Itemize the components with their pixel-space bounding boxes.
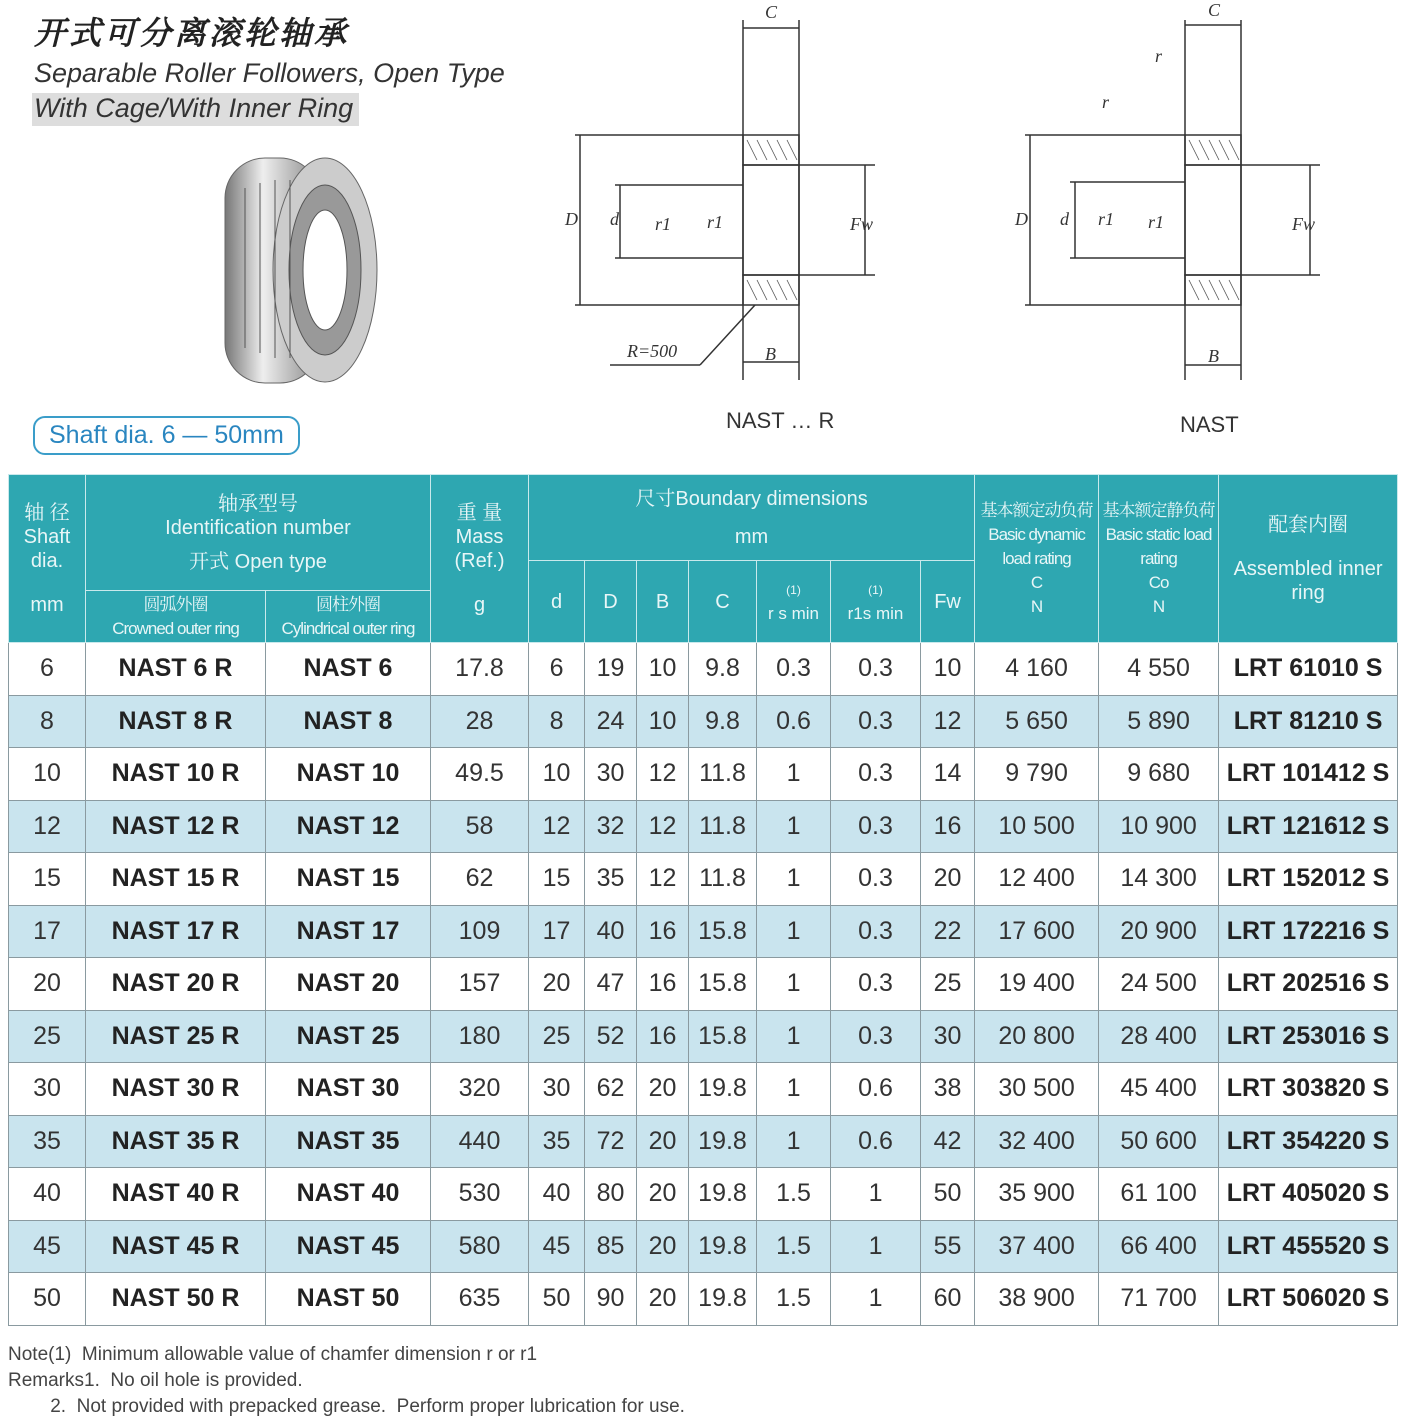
- cell-D: 32: [585, 800, 637, 853]
- cell-Fw: 42: [921, 1115, 975, 1168]
- cell-d: 40: [529, 1168, 585, 1221]
- cell-crowned-id: NAST 40 R: [86, 1168, 266, 1221]
- header-dynamic-load: 基本额定动负荷 Basic dynamic load rating C N: [975, 475, 1099, 643]
- dim-label-D: D: [1015, 209, 1028, 229]
- cell-mass: 49.5: [431, 748, 529, 801]
- cell-Fw: 22: [921, 905, 975, 958]
- bearing-product-image: [215, 148, 385, 393]
- cell-r1-min: 0.3: [831, 748, 921, 801]
- cell-crowned-id: NAST 20 R: [86, 958, 266, 1011]
- cell-shaft-dia: 8: [9, 695, 86, 748]
- cell-B: 16: [637, 905, 689, 958]
- cell-D: 72: [585, 1115, 637, 1168]
- cell-static-load: 5 890: [1099, 695, 1219, 748]
- cell-mass: 580: [431, 1220, 529, 1273]
- cell-inner-ring: LRT 61010 S: [1219, 643, 1398, 696]
- table-row: [9, 1115, 1398, 1168]
- cell-crowned-id: NAST 45 R: [86, 1220, 266, 1273]
- cell-dynamic-load: 35 900: [975, 1168, 1099, 1221]
- cell-r1-min: 0.3: [831, 695, 921, 748]
- dim-label-Fw: Fw: [1292, 214, 1316, 234]
- cell-D: 40: [585, 905, 637, 958]
- cell-D: 80: [585, 1168, 637, 1221]
- cell-cylindrical-id: NAST 30: [266, 1063, 431, 1116]
- cell-dynamic-load: 38 900: [975, 1273, 1099, 1326]
- cell-crowned-id: NAST 35 R: [86, 1115, 266, 1168]
- cell-C: 11.8: [689, 853, 757, 906]
- cell-mass: 530: [431, 1168, 529, 1221]
- cell-inner-ring: LRT 253016 S: [1219, 1010, 1398, 1063]
- cell-d: 15: [529, 853, 585, 906]
- cell-cylindrical-id: NAST 6: [266, 643, 431, 696]
- dim-label-D: D: [565, 209, 578, 229]
- cell-static-load: 50 600: [1099, 1115, 1219, 1168]
- cell-shaft-dia: 15: [9, 853, 86, 906]
- cell-Fw: 50: [921, 1168, 975, 1221]
- cell-r-min: 1.5: [757, 1273, 831, 1326]
- cell-mass: 109: [431, 905, 529, 958]
- cell-cylindrical-id: NAST 35: [266, 1115, 431, 1168]
- cell-static-load: 24 500: [1099, 958, 1219, 1011]
- cell-mass: 320: [431, 1063, 529, 1116]
- header-shaft: 轴 径 Shaft dia. mm: [9, 475, 86, 643]
- cell-inner-ring: LRT 101412 S: [1219, 748, 1398, 801]
- cell-D: 47: [585, 958, 637, 1011]
- cell-static-load: 4 550: [1099, 643, 1219, 696]
- cell-inner-ring: LRT 303820 S: [1219, 1063, 1398, 1116]
- cell-C: 19.8: [689, 1220, 757, 1273]
- cell-inner-ring: LRT 405020 S: [1219, 1168, 1398, 1221]
- dim-label-C: C: [1208, 0, 1221, 20]
- table-row: [9, 1273, 1398, 1326]
- cell-dynamic-load: 20 800: [975, 1010, 1099, 1063]
- cell-C: 9.8: [689, 695, 757, 748]
- cell-C: 15.8: [689, 905, 757, 958]
- header-dim-0: d: [529, 561, 585, 643]
- cell-shaft-dia: 50: [9, 1273, 86, 1326]
- header-boundary-dimensions: 尺寸Boundary dimensions mm: [529, 475, 975, 561]
- dim-label-r1: r1: [655, 214, 672, 234]
- cell-inner-ring: LRT 354220 S: [1219, 1115, 1398, 1168]
- cell-cylindrical-id: NAST 20: [266, 958, 431, 1011]
- cell-Fw: 30: [921, 1010, 975, 1063]
- cell-static-load: 20 900: [1099, 905, 1219, 958]
- cell-d: 35: [529, 1115, 585, 1168]
- diagram-caption-nast-r: NAST … R: [726, 408, 835, 433]
- cell-B: 10: [637, 643, 689, 696]
- cell-inner-ring: LRT 172216 S: [1219, 905, 1398, 958]
- cell-C: 19.8: [689, 1168, 757, 1221]
- cell-inner-ring: LRT 81210 S: [1219, 695, 1398, 748]
- cell-crowned-id: NAST 30 R: [86, 1063, 266, 1116]
- dim-label-r1-b: r1: [707, 212, 724, 232]
- dim-label-r1: r1: [1098, 209, 1115, 229]
- cell-d: 6: [529, 643, 585, 696]
- header-dim-2: B: [637, 561, 689, 643]
- cell-B: 12: [637, 748, 689, 801]
- cell-r1-min: 1: [831, 1273, 921, 1326]
- cell-inner-ring: LRT 506020 S: [1219, 1273, 1398, 1326]
- cell-C: 11.8: [689, 800, 757, 853]
- cell-D: 62: [585, 1063, 637, 1116]
- cell-d: 10: [529, 748, 585, 801]
- cell-shaft-dia: 25: [9, 1010, 86, 1063]
- cell-D: 30: [585, 748, 637, 801]
- cell-crowned-id: NAST 12 R: [86, 800, 266, 853]
- table-row: [9, 1063, 1398, 1116]
- cell-r1-min: 0.6: [831, 1115, 921, 1168]
- cell-B: 20: [637, 1168, 689, 1221]
- cell-D: 35: [585, 853, 637, 906]
- cell-shaft-dia: 40: [9, 1168, 86, 1221]
- cell-C: 19.8: [689, 1273, 757, 1326]
- cell-mass: 62: [431, 853, 529, 906]
- cell-mass: 28: [431, 695, 529, 748]
- dim-label-B: B: [765, 344, 776, 364]
- cell-r-min: 1: [757, 958, 831, 1011]
- header-identification: 轴承型号 Identification number 开式 Open type: [86, 475, 431, 591]
- cell-r1-min: 0.3: [831, 905, 921, 958]
- cell-C: 9.8: [689, 643, 757, 696]
- cell-cylindrical-id: NAST 25: [266, 1010, 431, 1063]
- cell-r1-min: 0.6: [831, 1063, 921, 1116]
- cell-mass: 440: [431, 1115, 529, 1168]
- cell-r-min: 1: [757, 853, 831, 906]
- cell-static-load: 61 100: [1099, 1168, 1219, 1221]
- cell-shaft-dia: 30: [9, 1063, 86, 1116]
- table-row: [9, 800, 1398, 853]
- bearing-spec-table: [8, 474, 1398, 1326]
- cell-d: 12: [529, 800, 585, 853]
- cell-r-min: 0.6: [757, 695, 831, 748]
- cell-C: 19.8: [689, 1115, 757, 1168]
- cell-C: 11.8: [689, 748, 757, 801]
- header-dim-3: C: [689, 561, 757, 643]
- dim-label-Fw: Fw: [850, 214, 874, 234]
- cell-dynamic-load: 4 160: [975, 643, 1099, 696]
- cell-r-min: 1: [757, 1010, 831, 1063]
- dim-label-r1-b: r1: [1148, 212, 1165, 232]
- dim-label-B: B: [1208, 346, 1219, 366]
- cell-cylindrical-id: NAST 40: [266, 1168, 431, 1221]
- cell-r-min: 1: [757, 905, 831, 958]
- cell-crowned-id: NAST 50 R: [86, 1273, 266, 1326]
- cell-d: 30: [529, 1063, 585, 1116]
- cell-r1-min: 0.3: [831, 1010, 921, 1063]
- cell-crowned-id: NAST 8 R: [86, 695, 266, 748]
- cell-crowned-id: NAST 17 R: [86, 905, 266, 958]
- table-row: [9, 853, 1398, 906]
- cell-shaft-dia: 35: [9, 1115, 86, 1168]
- cell-Fw: 10: [921, 643, 975, 696]
- cell-dynamic-load: 10 500: [975, 800, 1099, 853]
- cell-static-load: 14 300: [1099, 853, 1219, 906]
- cell-D: 19: [585, 643, 637, 696]
- cell-r1-min: 0.3: [831, 958, 921, 1011]
- cell-cylindrical-id: NAST 15: [266, 853, 431, 906]
- cell-dynamic-load: 37 400: [975, 1220, 1099, 1273]
- cell-shaft-dia: 17: [9, 905, 86, 958]
- cell-cylindrical-id: NAST 17: [266, 905, 431, 958]
- cell-C: 19.8: [689, 1063, 757, 1116]
- header-dim-5: (1) r1s min: [831, 561, 921, 643]
- cell-d: 8: [529, 695, 585, 748]
- cell-static-load: 28 400: [1099, 1010, 1219, 1063]
- cell-inner-ring: LRT 121612 S: [1219, 800, 1398, 853]
- header-dim-4: (1) r s min: [757, 561, 831, 643]
- dim-label-d: d: [1060, 209, 1069, 229]
- cell-cylindrical-id: NAST 45: [266, 1220, 431, 1273]
- cell-mass: 58: [431, 800, 529, 853]
- cell-shaft-dia: 12: [9, 800, 86, 853]
- cell-Fw: 60: [921, 1273, 975, 1326]
- cell-cylindrical-id: NAST 10: [266, 748, 431, 801]
- cell-r-min: 1: [757, 1115, 831, 1168]
- cell-shaft-dia: 10: [9, 748, 86, 801]
- header-mass: 重 量 Mass (Ref.) g: [431, 475, 529, 643]
- cell-r1-min: 0.3: [831, 853, 921, 906]
- cell-inner-ring: LRT 455520 S: [1219, 1220, 1398, 1273]
- header-inner-ring: 配套内圈 Assembled inner ring: [1219, 475, 1398, 643]
- cell-B: 20: [637, 1115, 689, 1168]
- shaft-diameter-badge: Shaft dia. 6 — 50mm: [33, 416, 300, 455]
- cell-dynamic-load: 5 650: [975, 695, 1099, 748]
- cell-Fw: 55: [921, 1220, 975, 1273]
- cell-d: 25: [529, 1010, 585, 1063]
- cell-d: 50: [529, 1273, 585, 1326]
- header-cylindrical-outer-ring: 圆柱外圈 Cylindrical outer ring: [266, 591, 431, 643]
- dim-label-d: d: [610, 209, 619, 229]
- diagram-caption-nast: NAST: [1180, 412, 1239, 437]
- cell-mass: 635: [431, 1273, 529, 1326]
- cell-d: 45: [529, 1220, 585, 1273]
- dim-label-C: C: [765, 2, 778, 22]
- cell-crowned-id: NAST 6 R: [86, 643, 266, 696]
- cell-r-min: 1: [757, 1063, 831, 1116]
- title-chinese: 开式可分离滚轮轴承: [34, 15, 350, 51]
- cell-r1-min: 1: [831, 1220, 921, 1273]
- cell-cylindrical-id: NAST 12: [266, 800, 431, 853]
- subtitle: With Cage/With Inner Ring: [32, 93, 359, 126]
- cell-d: 17: [529, 905, 585, 958]
- table-row: [9, 1168, 1398, 1221]
- cell-Fw: 16: [921, 800, 975, 853]
- cell-mass: 180: [431, 1010, 529, 1063]
- table-row: [9, 1220, 1398, 1273]
- remark-1: Remarks1. No oil hole is provided.: [8, 1370, 303, 1391]
- dim-label-R: R=500: [627, 341, 678, 361]
- dim-label-r: r: [1155, 46, 1163, 66]
- cell-Fw: 14: [921, 748, 975, 801]
- cell-static-load: 10 900: [1099, 800, 1219, 853]
- cell-cylindrical-id: NAST 8: [266, 695, 431, 748]
- cell-r1-min: 0.3: [831, 800, 921, 853]
- cell-D: 85: [585, 1220, 637, 1273]
- cell-C: 15.8: [689, 958, 757, 1011]
- cell-r1-min: 1: [831, 1168, 921, 1221]
- table-row: [9, 748, 1398, 801]
- cell-dynamic-load: 19 400: [975, 958, 1099, 1011]
- note-chamfer: Note(1) Minimum allowable value of chamfer dimension r or r1: [8, 1344, 538, 1365]
- cell-r-min: 1: [757, 800, 831, 853]
- header-dim-1: D: [585, 561, 637, 643]
- cell-B: 16: [637, 958, 689, 1011]
- table-row: [9, 905, 1398, 958]
- cell-mass: 17.8: [431, 643, 529, 696]
- cell-static-load: 45 400: [1099, 1063, 1219, 1116]
- cell-r-min: 1.5: [757, 1168, 831, 1221]
- cell-D: 52: [585, 1010, 637, 1063]
- cell-B: 12: [637, 853, 689, 906]
- header-crowned-outer-ring: 圆弧外圈 Crowned outer ring: [86, 591, 266, 643]
- cell-cylindrical-id: NAST 50: [266, 1273, 431, 1326]
- cell-dynamic-load: 32 400: [975, 1115, 1099, 1168]
- table-row: [9, 1010, 1398, 1063]
- cell-shaft-dia: 20: [9, 958, 86, 1011]
- cell-D: 24: [585, 695, 637, 748]
- cell-D: 90: [585, 1273, 637, 1326]
- cell-Fw: 20: [921, 853, 975, 906]
- cell-dynamic-load: 17 600: [975, 905, 1099, 958]
- dim-label-r-2: r: [1102, 92, 1110, 112]
- cell-r-min: 1.5: [757, 1220, 831, 1273]
- diagram-nast-r: [555, 0, 895, 390]
- cell-B: 20: [637, 1220, 689, 1273]
- header-static-load: 基本额定静负荷 Basic static load rating Co N: [1099, 475, 1219, 643]
- cell-static-load: 66 400: [1099, 1220, 1219, 1273]
- cell-B: 16: [637, 1010, 689, 1063]
- cell-B: 10: [637, 695, 689, 748]
- diagram-nast: [1010, 0, 1340, 390]
- notes: [8, 1342, 685, 1420]
- cell-mass: 157: [431, 958, 529, 1011]
- cell-inner-ring: LRT 202516 S: [1219, 958, 1398, 1011]
- cell-B: 20: [637, 1273, 689, 1326]
- cell-r1-min: 0.3: [831, 643, 921, 696]
- title-english: Separable Roller Followers, Open Type: [34, 58, 505, 88]
- cell-dynamic-load: 12 400: [975, 853, 1099, 906]
- cell-shaft-dia: 45: [9, 1220, 86, 1273]
- cell-B: 12: [637, 800, 689, 853]
- cell-shaft-dia: 6: [9, 643, 86, 696]
- cell-B: 20: [637, 1063, 689, 1116]
- table-row: [9, 958, 1398, 1011]
- cell-r-min: 0.3: [757, 643, 831, 696]
- cell-static-load: 71 700: [1099, 1273, 1219, 1326]
- cell-crowned-id: NAST 10 R: [86, 748, 266, 801]
- cell-static-load: 9 680: [1099, 748, 1219, 801]
- remark-2: 2. Not provided with prepacked grease. Perform proper lubrication for use.: [8, 1396, 685, 1417]
- cell-C: 15.8: [689, 1010, 757, 1063]
- cell-dynamic-load: 30 500: [975, 1063, 1099, 1116]
- cell-crowned-id: NAST 15 R: [86, 853, 266, 906]
- cell-inner-ring: LRT 152012 S: [1219, 853, 1398, 906]
- cell-Fw: 25: [921, 958, 975, 1011]
- cell-Fw: 38: [921, 1063, 975, 1116]
- cell-dynamic-load: 9 790: [975, 748, 1099, 801]
- header-dim-6: Fw: [921, 561, 975, 643]
- cell-r-min: 1: [757, 748, 831, 801]
- cell-Fw: 12: [921, 695, 975, 748]
- table-row: [9, 643, 1398, 696]
- table-row: [9, 695, 1398, 748]
- cell-crowned-id: NAST 25 R: [86, 1010, 266, 1063]
- cell-d: 20: [529, 958, 585, 1011]
